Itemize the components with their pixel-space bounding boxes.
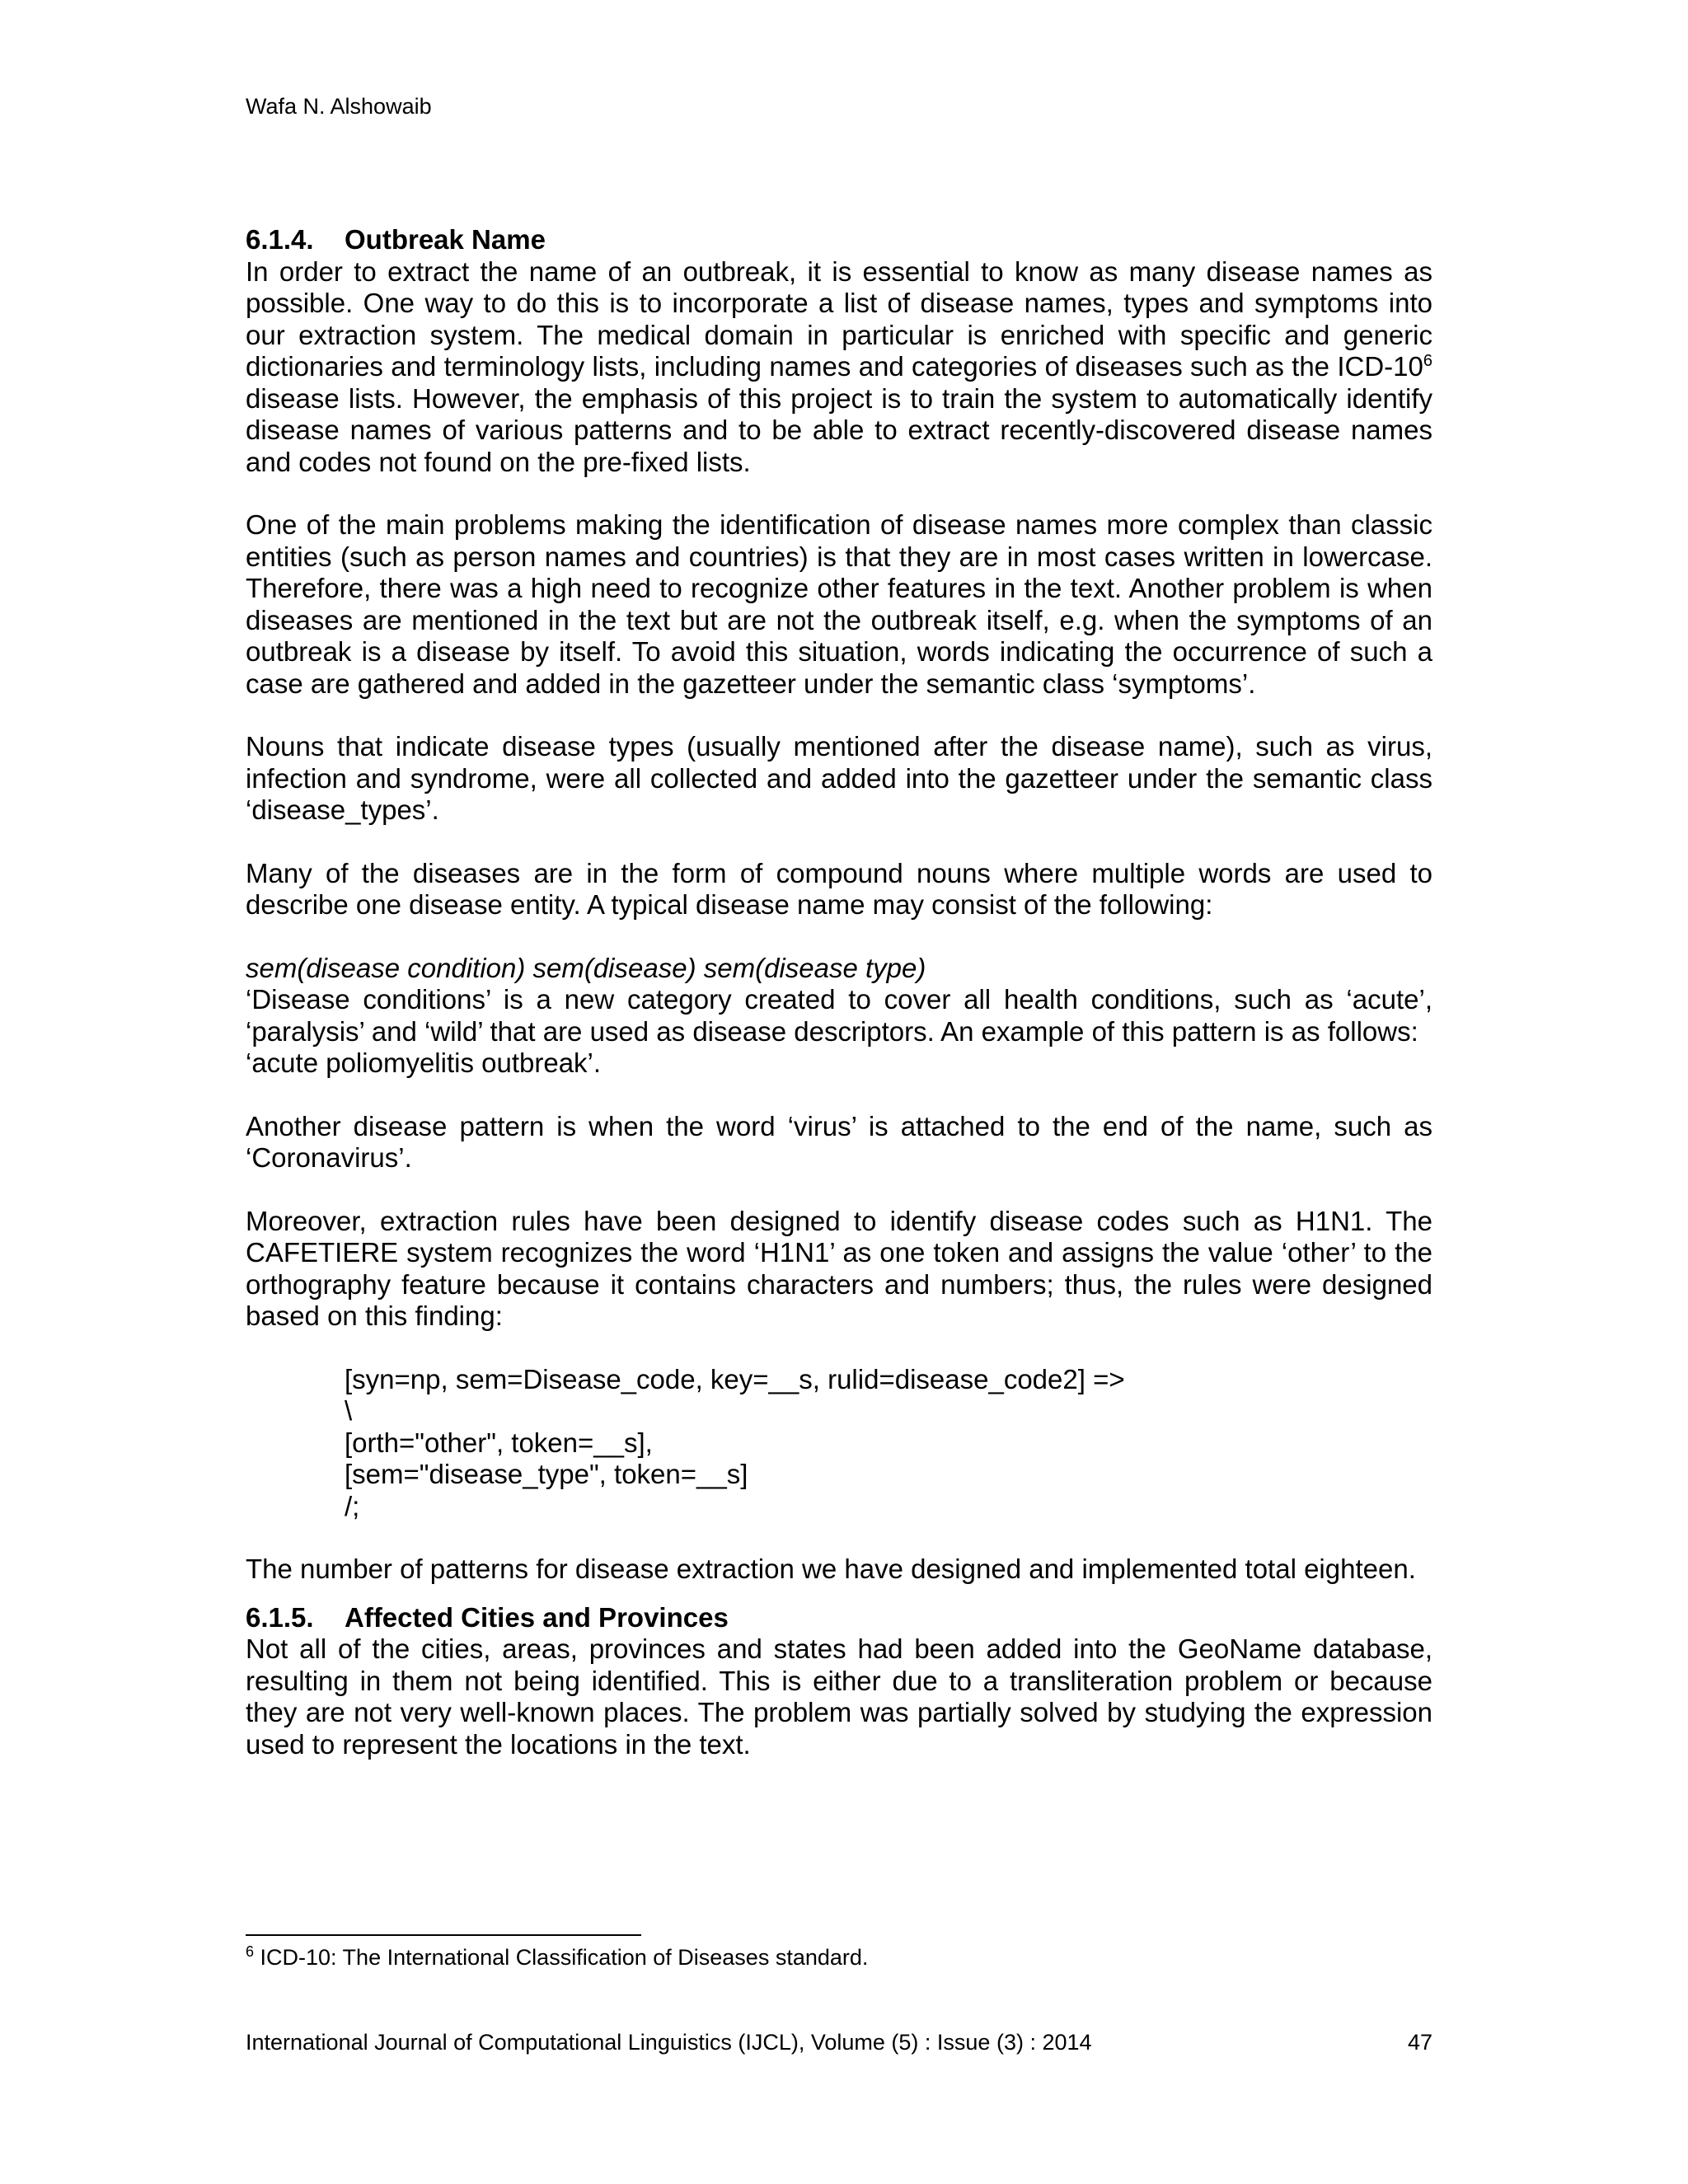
section-heading-6-1-4 [246,224,1432,256]
running-head-author: Wafa N. Alshowaib [246,94,432,119]
journal-citation: International Journal of Computational Linguistics (IJCL), Volume (5) : Issue (3) : 2014 [246,2030,1092,2055]
code-line: /; [345,1490,360,1521]
paragraph: Many of the diseases are in the form of compound nouns where multiple words are used to describe one disease entity. A typical disease name may consist of the following: [246,857,1432,920]
code-line: \ [345,1395,353,1426]
section-title: Affected Cities and Provinces [345,1601,729,1633]
page-number: 47 [1407,2030,1432,2055]
body-text [246,224,1432,1760]
code-line: [syn=np, sem=Disease_code, key=__s, rulid=disease_code2] => [345,1363,1125,1394]
section-number: 6.1.5. [246,1601,314,1633]
footnote-mark: 6 [246,1943,255,1960]
paragraph-text: In order to extract the name of an outbreak, it is essential to know as many disease names as possible. One way to do this is to incorporate a list of disease names, types and symptoms into our extraction system. The medical domain in particular is enriched with specific and generic dictionaries and terminology lists, including names and categories of diseases such as the ICD-10 [246,255,1432,382]
footnote-text: ICD-10: The International Classification of Diseases standard. [254,1945,869,1970]
code-line: [sem="disease_type", token=__s] [345,1459,748,1489]
section-title: Outbreak Name [345,224,546,255]
code-line: [orth="other", token=__s], [345,1427,653,1458]
paragraph: Another disease pattern is when the word ‘virus’ is attached to the end of the name, such as ‘Coronavirus’. [246,1110,1432,1173]
rule-code-block [246,1364,1432,1523]
footnote [246,1945,868,1971]
disease-pattern: sem(disease condition) sem(disease) sem(disease type) [246,952,926,983]
paragraph-text: disease lists. However, the emphasis of this project is to train the system to automatically identify disease names of various patterns and to be able to extract recently-discovered disease names and codes not found on the pre-fixed lists. [246,382,1432,477]
section-heading-6-1-5 [246,1602,1432,1634]
paragraph: ‘Disease conditions’ is a new category created to cover all health conditions, such as ‘acute’, ‘paralysis’ and ‘wild’ that are used as disease descriptors. An example of this pattern is as follows: [246,984,1432,1047]
section-number: 6.1.4. [246,224,314,255]
page-footer [246,2030,1432,2055]
footnote-divider [246,1934,641,1936]
paragraph: One of the main problems making the identification of disease names more complex than classic entities (such as person names and countries) is that they are in most cases written in lowercase. Therefore, there was a high need to recognize other features in the text. Another problem is when diseases are mentioned in the text but are not the outbreak itself, e.g. when the symptoms of an outbreak is a disease by itself. To avoid this situation, words indicating the occurrence of such a case are gathered and added in the gazetteer under the semantic class ‘symptoms’. [246,509,1432,699]
paragraph [246,256,1432,479]
example: ‘acute poliomyelitis outbreak’. [246,1047,602,1078]
paragraph: Nouns that indicate disease types (usually mentioned after the disease name), such as virus, infection and syndrome, were all collected and added into the gazetteer under the semantic class ‘disease_types’. [246,731,1432,825]
paragraph: The number of patterns for disease extraction we have designed and implemented total eighteen. [246,1554,1416,1584]
footnote-ref: 6 [1423,352,1432,370]
paragraph: Moreover, extraction rules have been designed to identify disease codes such as H1N1. The CAFETIERE system recognizes the word ‘H1N1’ as one token and assigns the value ‘other’ to the orthography feature because it contains characters and numbers; thus, the rules were designed based on this finding: [246,1205,1432,1331]
paragraph: Not all of the cities, areas, provinces and states had been added into the GeoName database, resulting in them not being identified. This is either due to a transliteration problem or because they are not very well-known places. The problem was partially solved by studying the expression used to represent the locations in the text. [246,1633,1432,1760]
